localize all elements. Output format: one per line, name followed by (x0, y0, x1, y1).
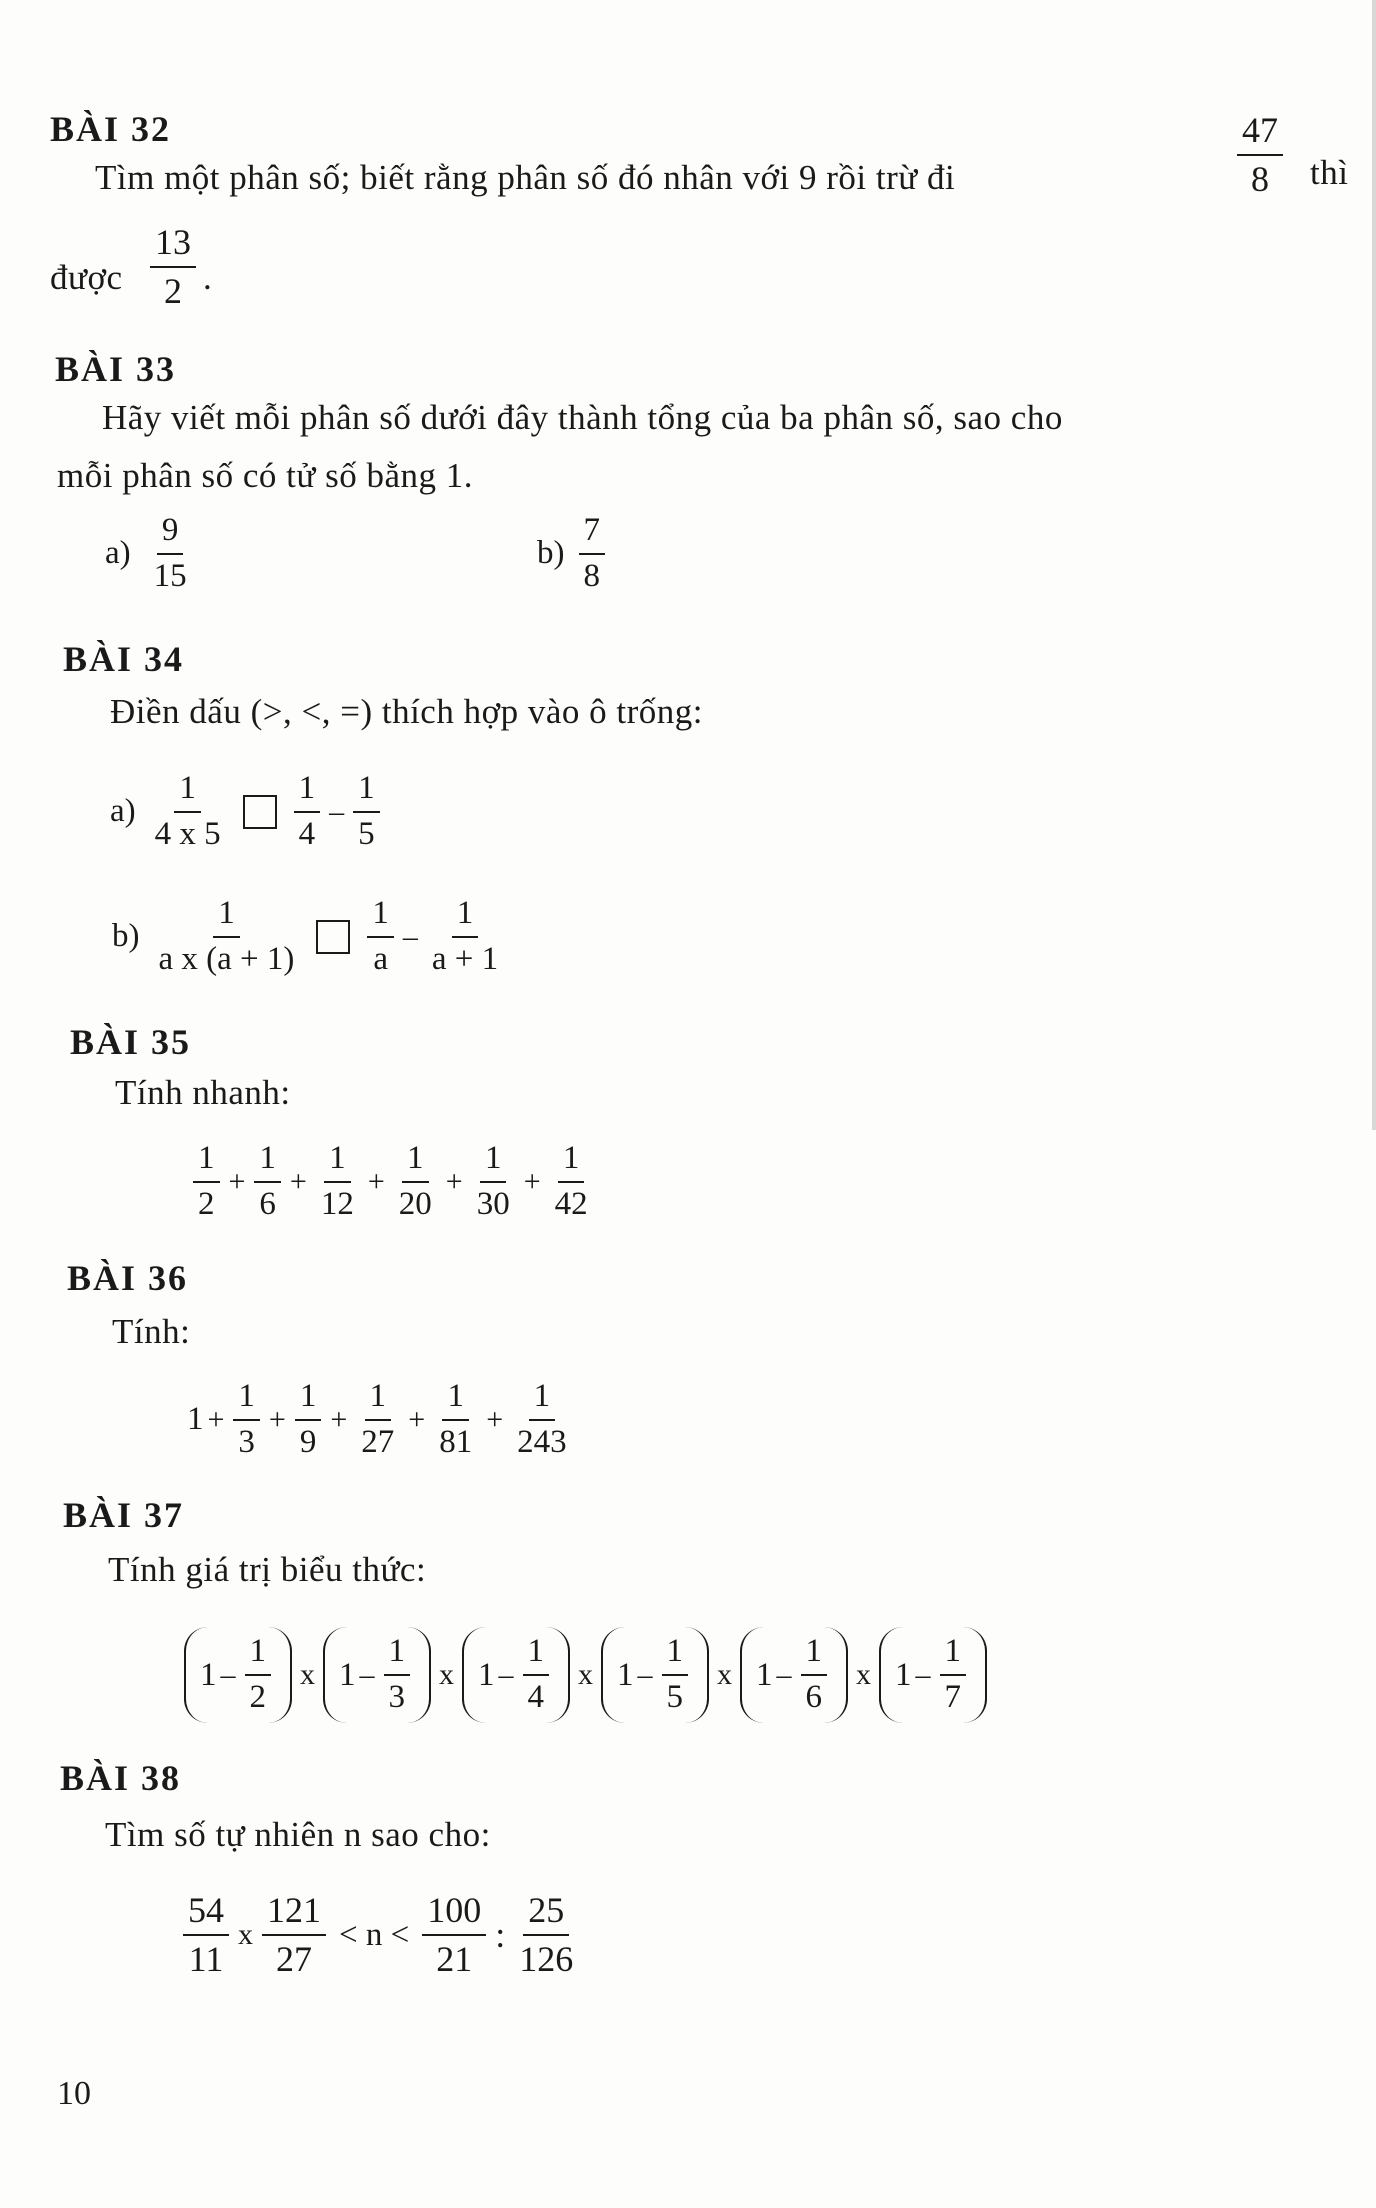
plus-sign: + (289, 1164, 307, 1198)
numerator: 1 (940, 1633, 967, 1676)
exercise-34-part-a (110, 770, 385, 854)
exercise-38-title: BÀI 38 (60, 1758, 182, 1798)
denominator: 4 (298, 815, 316, 852)
numerator: 1 (294, 770, 321, 813)
plus-sign: + (445, 1164, 463, 1198)
denominator: 4 x 5 (154, 815, 221, 852)
part-label: a) (110, 793, 136, 830)
denominator: 8 (1251, 159, 1269, 200)
plus-sign: + (523, 1164, 541, 1198)
minus-sign: – (915, 1658, 931, 1691)
denominator: 2 (198, 1185, 215, 1222)
numerator: 1 (174, 770, 201, 813)
exercise-32-line2: được (50, 258, 123, 297)
parenthesis-group (740, 1627, 848, 1723)
denominator: 4 (527, 1679, 544, 1715)
exercise-34-title: BÀI 34 (63, 639, 185, 679)
exercise-33-line1: Hãy viết mỗi phân số dưới đây thành tổng của ba phân số, sao cho (102, 398, 1063, 437)
exercise-35-expression (188, 1140, 598, 1224)
one: 1 (617, 1656, 634, 1693)
denominator: 12 (320, 1185, 354, 1222)
parenthesis-group (879, 1627, 987, 1723)
one: 1 (478, 1656, 495, 1693)
exercise-32-title: BÀI 32 (50, 109, 172, 149)
denominator: 30 (476, 1185, 510, 1222)
minus-sign: – (359, 1658, 375, 1691)
times-sign: x (300, 1658, 315, 1691)
numerator: 1 (245, 1633, 272, 1676)
minus-sign: – (498, 1658, 514, 1691)
plus-sign: + (486, 1402, 504, 1436)
exercise-37-expression (180, 1627, 991, 1723)
denominator: a + 1 (431, 940, 499, 977)
numerator: 1 (529, 1378, 556, 1421)
denominator: 8 (583, 557, 600, 594)
numerator: 1 (402, 1140, 429, 1183)
denominator: 21 (436, 1939, 473, 1980)
times-sign: x (439, 1658, 454, 1691)
minus-sign: – (776, 1658, 792, 1691)
exercise-36-title: BÀI 36 (67, 1258, 189, 1298)
comparison-blank-box (243, 795, 277, 829)
exercise-35-line1: Tính nhanh: (115, 1073, 291, 1112)
numerator: 1 (801, 1633, 828, 1676)
numerator: 7 (579, 512, 606, 555)
inequality-n: < n < (339, 1916, 410, 1953)
numerator: 1 (353, 770, 380, 813)
numerator: 1 (480, 1140, 507, 1183)
times-sign: x (856, 1658, 871, 1691)
denominator: 15 (153, 557, 187, 594)
exercise-38-line1: Tìm số tự nhiên n sao cho: (105, 1815, 491, 1854)
denominator: 27 (361, 1423, 395, 1460)
minus-sign: – (220, 1658, 236, 1691)
exercise-38-inequality (178, 1890, 583, 1981)
numerator: 1 (384, 1633, 411, 1676)
comparison-blank-box (316, 920, 350, 954)
minus-sign: – (637, 1658, 653, 1691)
times-sign: x (717, 1658, 732, 1691)
plus-sign: + (228, 1164, 246, 1198)
numerator: 100 (422, 1890, 486, 1936)
numerator: 121 (262, 1890, 326, 1936)
denominator: 20 (398, 1185, 432, 1222)
numerator: 1 (324, 1140, 351, 1183)
numerator: 1 (367, 895, 394, 938)
numerator: 1 (295, 1378, 322, 1421)
exercise-32-fraction-47-8 (1232, 110, 1288, 201)
denominator: 2 (164, 271, 182, 312)
numerator: 1 (662, 1633, 689, 1676)
exercise-34-line1: Điền dấu (>, <, =) thích hợp vào ô trống: (110, 692, 703, 731)
numerator: 1 (442, 1378, 469, 1421)
exercise-33-title: BÀI 33 (55, 349, 177, 389)
minus-sign: – (329, 794, 345, 828)
part-label: b) (112, 918, 140, 955)
exercise-33-part-b (537, 512, 610, 596)
numerator: 54 (183, 1890, 229, 1936)
plus-sign: + (367, 1164, 385, 1198)
one: 1 (339, 1656, 356, 1693)
numerator: 1 (233, 1378, 260, 1421)
times-sign: x (578, 1658, 593, 1691)
denominator: 11 (188, 1939, 224, 1980)
denominator: 5 (358, 815, 375, 852)
exercise-32-line1: Tìm một phân số; biết rằng phân số đó nhân với 9 rồi trừ đi (95, 158, 956, 197)
numerator: 1 (254, 1140, 281, 1183)
exercise-37-line1: Tính giá trị biểu thức: (108, 1550, 427, 1589)
numerator: 1 (365, 1378, 392, 1421)
page-edge-shadow (1372, 0, 1376, 1130)
numerator: 1 (452, 895, 479, 938)
denominator: 81 (439, 1423, 473, 1460)
denominator: 7 (944, 1679, 961, 1715)
denominator: 243 (517, 1423, 567, 1460)
exercise-37-title: BÀI 37 (63, 1495, 185, 1535)
one: 1 (200, 1656, 217, 1693)
exercise-32-fraction-13-2 (145, 222, 201, 313)
numerator: 9 (157, 512, 184, 555)
plus-sign: + (330, 1402, 348, 1436)
denominator: 126 (519, 1939, 574, 1980)
one: 1 (756, 1656, 773, 1693)
denominator: 6 (805, 1679, 822, 1715)
numerator: 13 (150, 222, 196, 268)
denominator: 2 (249, 1679, 266, 1715)
exercise-36-expression (187, 1378, 577, 1462)
denominator: 9 (299, 1423, 317, 1460)
denominator: 5 (666, 1679, 683, 1715)
one: 1 (895, 1656, 912, 1693)
denominator: 3 (238, 1423, 255, 1460)
plus-sign: + (408, 1402, 426, 1436)
numerator: 1 (558, 1140, 585, 1183)
exercise-33-line2: mỗi phân số có tử số bằng 1. (57, 456, 473, 495)
minus-sign: – (402, 919, 418, 953)
numerator: 47 (1237, 110, 1283, 156)
exercise-33-part-a (105, 512, 197, 596)
numerator: 1 (523, 1633, 550, 1676)
division-sign: : (495, 1915, 506, 1956)
plus-sign: + (207, 1402, 225, 1436)
exercise-32-period: . (203, 258, 213, 297)
part-label: a) (105, 535, 131, 572)
parenthesis-group (462, 1627, 570, 1723)
plus-sign: + (268, 1402, 286, 1436)
parenthesis-group (184, 1627, 292, 1723)
denominator: a x (a + 1) (158, 940, 295, 977)
denominator: 3 (388, 1679, 405, 1715)
denominator: 42 (554, 1185, 588, 1222)
numerator: 1 (213, 895, 240, 938)
denominator: 6 (259, 1185, 276, 1222)
part-label: b) (537, 535, 565, 572)
exercise-36-line1: Tính: (112, 1312, 191, 1351)
exercise-32-thi: thì (1310, 153, 1349, 192)
parenthesis-group (323, 1627, 431, 1723)
numerator: 25 (523, 1890, 569, 1936)
parenthesis-group (601, 1627, 709, 1723)
page-number: 10 (57, 2075, 91, 2112)
denominator: a (373, 940, 388, 977)
times-sign: x (238, 1918, 253, 1952)
leading-one: 1 (187, 1401, 204, 1438)
exercise-35-title: BÀI 35 (70, 1022, 192, 1062)
exercise-34-part-b (112, 895, 508, 979)
numerator: 1 (193, 1140, 220, 1183)
denominator: 27 (276, 1939, 312, 1980)
